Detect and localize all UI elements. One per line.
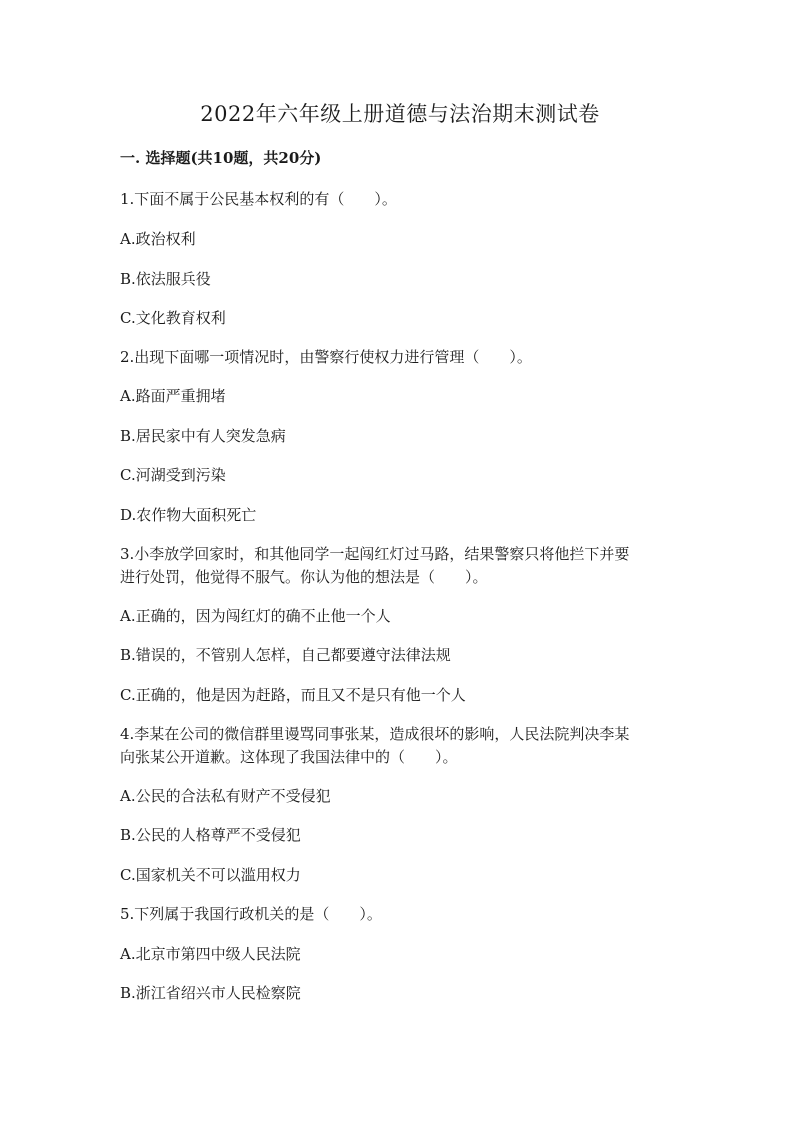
question-3-line-2: 进行处罚，他觉得不服气。你认为他的想法是（ ）。 [120, 568, 488, 586]
question-4-option-a: A.公民的合法私有财产不受侵犯 [120, 787, 331, 805]
question-4-line-1: 4.李某在公司的微信群里谩骂同事张某，造成很坏的影响，人民法院判决李某 [120, 725, 630, 743]
section-heading: 一. 选择题(共10题，共20分) [120, 149, 322, 167]
question-1-option-b: B.依法服兵役 [120, 270, 211, 288]
question-1-option-a: A.政治权利 [120, 230, 196, 248]
question-5-option-a: A.北京市第四中级人民法院 [120, 945, 301, 963]
question-4-option-c: C.国家机关不可以滥用权力 [120, 866, 301, 884]
question-2-option-b: B.居民家中有人突发急病 [120, 427, 286, 445]
question-2-option-c: C.河湖受到污染 [120, 466, 226, 484]
question-3-option-a: A.正确的，因为闯红灯的确不止他一个人 [120, 607, 391, 625]
question-5: 5.下列属于我国行政机关的是（ ）。 [120, 905, 382, 923]
question-3-line-1: 3.小李放学回家时，和其他同学一起闯红灯过马路，结果警察只将他拦下并要 [120, 545, 630, 563]
question-3-option-c: C.正确的，他是因为赶路，而且又不是只有他一个人 [120, 686, 466, 704]
question-2-option-d: D.农作物大面积死亡 [120, 506, 257, 524]
question-3-option-b: B.错误的，不管别人怎样，自己都要遵守法律法规 [120, 646, 451, 664]
question-4-option-b: B.公民的人格尊严不受侵犯 [120, 826, 301, 844]
question-1-option-c: C.文化教育权利 [120, 309, 226, 327]
question-4-line-2: 向张某公开道歉。这体现了我国法律中的（ ）。 [120, 748, 458, 766]
question-2: 2.出现下面哪一项情况时，由警察行使权力进行管理（ ）。 [120, 348, 532, 366]
question-5-option-b: B.浙江省绍兴市人民检察院 [120, 984, 301, 1002]
question-1: 1.下面不属于公民基本权利的有（ ）。 [120, 190, 397, 208]
question-2-option-a: A.路面严重拥堵 [120, 387, 226, 405]
page-title: 2022年六年级上册道德与法治期末测试卷 [200, 102, 600, 126]
